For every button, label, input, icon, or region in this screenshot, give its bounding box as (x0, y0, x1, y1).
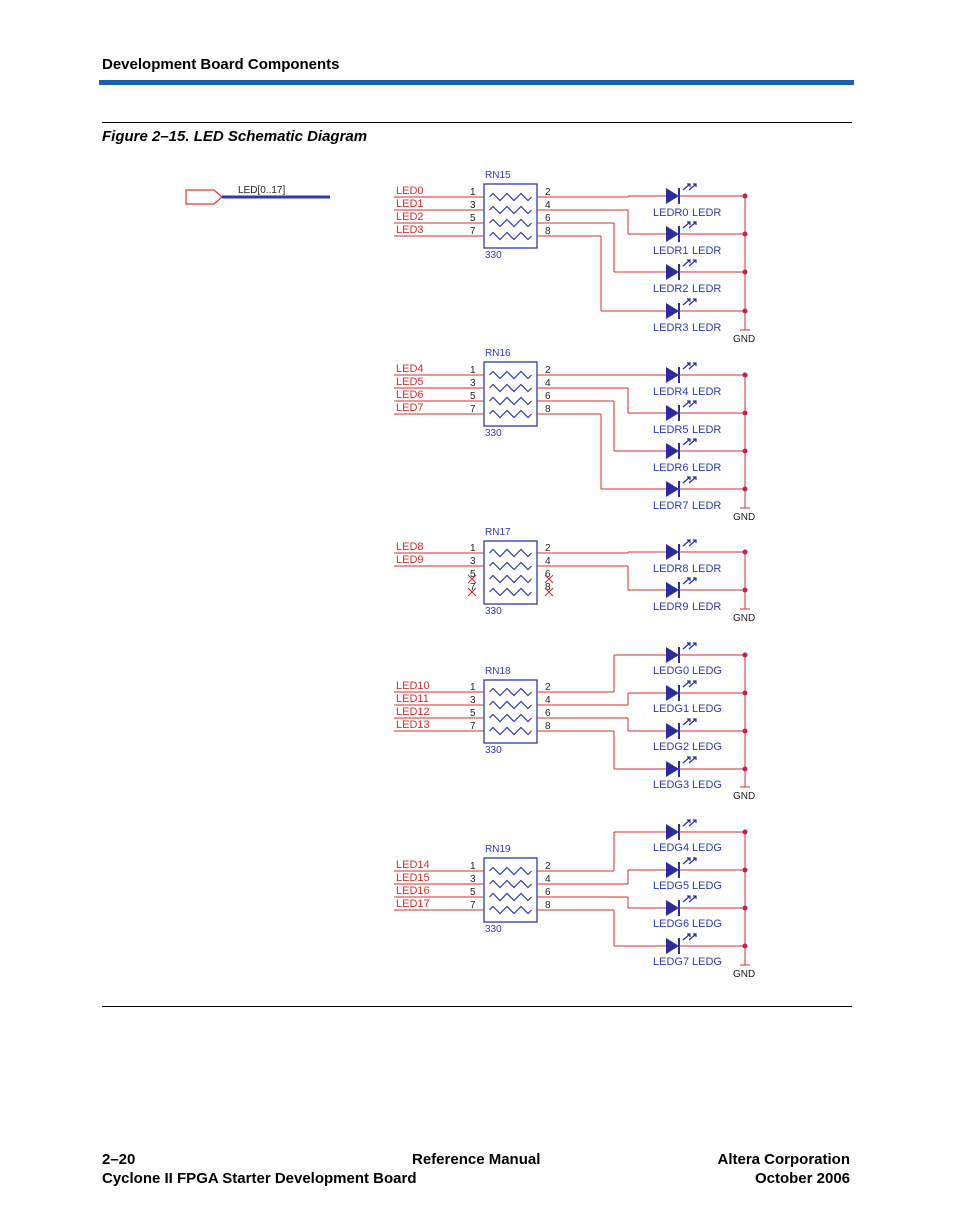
group-rn19-led-emission (683, 896, 696, 902)
group-rn15-led-emission (683, 184, 696, 190)
group-rn15-input-label: LED1 (396, 198, 424, 210)
group-rn15-led-ref: LEDR1 (653, 245, 689, 257)
group-rn19-led-type: LEDG (692, 880, 722, 892)
group-rn19-value: 330 (485, 924, 502, 935)
group-rn18-pin-left: 7 (470, 721, 476, 732)
group-rn15-input-label: LED0 (396, 185, 424, 197)
running-header: Development Board Components (102, 56, 340, 73)
group-rn18-led-ref: LEDG1 (653, 703, 690, 715)
group-rn17-input-label: LED8 (396, 541, 424, 553)
group-rn18-resistor (490, 728, 532, 735)
group-rn18-input-label: LED13 (396, 719, 430, 731)
footer-manual: Reference Manual (412, 1151, 541, 1168)
group-rn17-resistor (490, 550, 532, 557)
group-rn17-pin-left: 7 (470, 582, 476, 593)
group-rn19-led-body (666, 900, 679, 916)
group-rn16-pin-left: 7 (470, 404, 476, 415)
group-rn15-input-label: LED2 (396, 211, 424, 223)
group-rn19-pin-left: 3 (470, 874, 476, 885)
group-rn18-led-type: LEDG (692, 779, 722, 791)
group-rn16-led-type: LEDR (692, 462, 722, 474)
group-rn18-led-emission (683, 681, 696, 687)
group-rn17-led-type: LEDR (692, 563, 722, 575)
group-rn17-led-ref: LEDR8 (653, 563, 689, 575)
group-rn17-value: 330 (485, 606, 502, 617)
group-rn19-input-label: LED16 (396, 885, 430, 897)
group-rn18-input-label: LED11 (396, 693, 429, 705)
group-rn19-input-label: LED14 (396, 859, 430, 871)
group-rn15-pin-left: 1 (470, 187, 476, 198)
group-rn15-pin-left: 3 (470, 200, 476, 211)
figure-bottom-rule (102, 1006, 852, 1007)
group-rn15-pin-right: 6 (545, 213, 551, 224)
group-rn19-input-label: LED15 (396, 872, 430, 884)
group-rn19-led-emission (683, 858, 696, 864)
group-rn15-pin-right: 8 (545, 226, 551, 237)
group-rn15-led-body (666, 188, 679, 204)
group-rn18-pin-right: 6 (545, 708, 551, 719)
group-rn17-pin-right: 2 (545, 543, 551, 554)
group-rn17-resistor (490, 576, 532, 583)
group-rn16-pin-right: 2 (545, 365, 551, 376)
group-rn18-pin-left: 3 (470, 695, 476, 706)
group-rn18-resistor (490, 702, 532, 709)
group-rn16-led-type: LEDR (692, 386, 722, 398)
group-rn18-pin-left: 5 (470, 708, 476, 719)
group-rn18-resistor (490, 715, 532, 722)
group-rn16-led-emission (683, 477, 696, 483)
group-rn17-led-body (666, 582, 679, 598)
figure-caption: Figure 2–15. LED Schematic Diagram (102, 128, 368, 145)
group-rn19-led-emission (683, 820, 696, 826)
group-rn19-led-body (666, 824, 679, 840)
group-rn15-led-type: LEDR (692, 322, 722, 334)
group-rn16-led-emission (683, 439, 696, 445)
group-rn16-resistor (490, 398, 532, 405)
group-rn18-resistor (490, 689, 532, 696)
group-rn19-name: RN19 (485, 844, 511, 855)
group-rn17-led-body (666, 544, 679, 560)
group-rn19-pin-right: 8 (545, 900, 551, 911)
group-rn16-pin-left: 3 (470, 378, 476, 389)
group-rn19-pin-left: 1 (470, 861, 476, 872)
group-rn16-led-body (666, 367, 679, 383)
group-rn18-pin-right: 2 (545, 682, 551, 693)
group-rn18-led-ref: LEDG2 (653, 741, 690, 753)
group-rn15-led-emission (683, 260, 696, 266)
group-rn16-led-ref: LEDR6 (653, 462, 689, 474)
group-rn17-pin-right: 6 (545, 569, 551, 580)
group-rn18-gnd-label: GND (733, 791, 756, 802)
group-rn16-pin-left: 5 (470, 391, 476, 402)
group-rn17-name: RN17 (485, 527, 511, 538)
group-rn19-resistor (490, 907, 532, 914)
group-rn15-resistor (490, 194, 532, 201)
group-rn18-input-label: LED12 (396, 706, 430, 718)
group-rn17-pin-left: 1 (470, 543, 476, 554)
group-rn15-pin-left: 5 (470, 213, 476, 224)
group-rn19-gnd-label: GND (733, 969, 756, 980)
group-rn16-gnd-label: GND (733, 512, 756, 523)
group-rn16-led-ref: LEDR5 (653, 424, 689, 436)
group-rn19-input-label: LED17 (396, 898, 430, 910)
group-rn17-pin-left: 5 (470, 569, 476, 580)
footer-doc-title: Cyclone II FPGA Starter Development Board (102, 1170, 417, 1187)
group-rn18-led-ref: LEDG3 (653, 779, 690, 791)
group-rn17-led-emission (683, 540, 696, 546)
group-rn18-led-emission (683, 719, 696, 725)
group-rn17-led-type: LEDR (692, 601, 722, 613)
group-rn15-value: 330 (485, 250, 502, 261)
group-rn19-led-ref: LEDG5 (653, 880, 690, 892)
group-rn15-led-emission (683, 299, 696, 305)
group-rn17-led-ref: LEDR9 (653, 601, 689, 613)
group-rn17-resistor (490, 563, 532, 570)
group-rn19-resistor (490, 881, 532, 888)
group-rn16-pin-right: 4 (545, 378, 551, 389)
group-rn15-led-ref: LEDR2 (653, 283, 689, 295)
group-rn16-resistor (490, 411, 532, 418)
group-rn15-input-label: LED3 (396, 224, 424, 236)
group-rn18-led-body (666, 647, 679, 663)
group-rn15-led-type: LEDR (692, 245, 722, 257)
group-rn18-led-body (666, 723, 679, 739)
group-rn19-led-type: LEDG (692, 918, 722, 930)
group-rn18-input-label: LED10 (396, 680, 430, 692)
group-rn15-led-body (666, 264, 679, 280)
group-rn16-resistor (490, 372, 532, 379)
group-rn17-pin-left: 3 (470, 556, 476, 567)
group-rn18-name: RN18 (485, 666, 511, 677)
group-rn15-led-ref: LEDR3 (653, 322, 689, 334)
group-rn16-led-body (666, 405, 679, 421)
group-rn18-led-type: LEDG (692, 741, 722, 753)
group-rn15-led-body (666, 303, 679, 319)
group-rn19-led-body (666, 862, 679, 878)
group-rn15-led-emission (683, 222, 696, 228)
group-rn19-led-body (666, 938, 679, 954)
footer-page-number: 2–20 (102, 1151, 136, 1168)
group-rn15-resistor (490, 207, 532, 214)
group-rn18-led-type: LEDG (692, 703, 722, 715)
footer-date: October 2006 (754, 1170, 850, 1187)
group-rn15-gnd-label: GND (733, 334, 756, 345)
group-rn15-led-ref: LEDR0 (653, 207, 689, 219)
group-rn15-pin-left: 7 (470, 226, 476, 237)
group-rn15-pin-right: 4 (545, 200, 551, 211)
group-rn15-resistor (490, 220, 532, 227)
group-rn16-input-label: LED4 (396, 363, 424, 375)
group-rn19-led-ref: LEDG4 (653, 842, 690, 854)
group-rn18-led-emission (683, 643, 696, 649)
group-rn15-led-body (666, 226, 679, 242)
group-rn19-pin-right: 6 (545, 887, 551, 898)
group-rn16-input-label: LED6 (396, 389, 424, 401)
group-rn16-led-body (666, 481, 679, 497)
group-rn18-led-ref: LEDG0 (653, 665, 690, 677)
bus-port-symbol (186, 190, 222, 204)
group-rn17-pin-right: 8 (545, 582, 551, 593)
group-rn19-pin-left: 5 (470, 887, 476, 898)
group-rn19-led-type: LEDG (692, 842, 722, 854)
group-rn15-name: RN15 (485, 170, 511, 181)
group-rn16-led-body (666, 443, 679, 459)
group-rn19-pin-left: 7 (470, 900, 476, 911)
group-rn16-led-ref: LEDR4 (653, 386, 689, 398)
group-rn16-input-label: LED7 (396, 402, 424, 414)
group-rn16-input-label: LED5 (396, 376, 424, 388)
group-rn18-pin-left: 1 (470, 682, 476, 693)
group-rn19-resistor (490, 894, 532, 901)
bus-label: LED[0..17] (238, 185, 286, 196)
group-rn19-led-ref: LEDG7 (653, 956, 690, 968)
group-rn16-led-ref: LEDR7 (653, 500, 689, 512)
group-rn17-led-emission (683, 578, 696, 584)
group-rn18-value: 330 (485, 745, 502, 756)
group-rn16-name: RN16 (485, 348, 511, 359)
group-rn17-resistor (490, 589, 532, 596)
group-rn15-pin-right: 2 (545, 187, 551, 198)
group-rn18-pin-right: 8 (545, 721, 551, 732)
group-rn16-pin-right: 8 (545, 404, 551, 415)
group-rn18-led-emission (683, 757, 696, 763)
group-rn19-resistor (490, 868, 532, 875)
group-rn15-resistor (490, 233, 532, 240)
group-rn16-resistor (490, 385, 532, 392)
group-rn18-led-body (666, 761, 679, 777)
group-rn17-pin-right: 4 (545, 556, 551, 567)
group-rn16-value: 330 (485, 428, 502, 439)
group-rn18-led-type: LEDG (692, 665, 722, 677)
footer-company: Altera Corporation (717, 1151, 850, 1168)
group-rn18-led-body (666, 685, 679, 701)
group-rn18-pin-right: 4 (545, 695, 551, 706)
group-rn17-input-label: LED9 (396, 554, 424, 566)
group-rn19-pin-right: 2 (545, 861, 551, 872)
group-rn16-pin-left: 1 (470, 365, 476, 376)
group-rn17-gnd-label: GND (733, 613, 756, 624)
group-rn19-pin-right: 4 (545, 874, 551, 885)
group-rn16-led-type: LEDR (692, 424, 722, 436)
group-rn16-led-emission (683, 401, 696, 407)
group-rn15-led-type: LEDR (692, 207, 722, 219)
group-rn19-led-ref: LEDG6 (653, 918, 690, 930)
group-rn19-led-emission (683, 934, 696, 940)
group-rn15-led-type: LEDR (692, 283, 722, 295)
group-rn16-pin-right: 6 (545, 391, 551, 402)
group-rn19-led-type: LEDG (692, 956, 722, 968)
group-rn16-led-type: LEDR (692, 500, 722, 512)
group-rn16-led-emission (683, 363, 696, 369)
